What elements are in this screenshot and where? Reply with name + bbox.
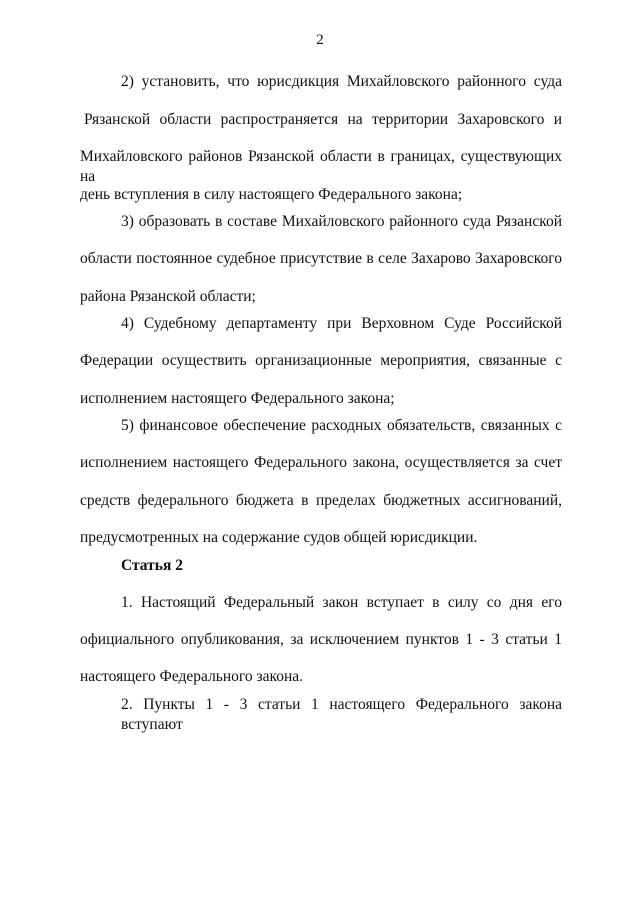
text-line: исполнением настоящего Федерального закона; bbox=[80, 390, 395, 407]
text-line: Рязанской области распространяется на территории Захаровского и bbox=[84, 111, 562, 128]
text-line: района Рязанской области; bbox=[80, 288, 256, 305]
article-heading: Статья 2 bbox=[121, 557, 183, 574]
text-line: области постоянное судебное присутствие в селе Захарово Захаровского bbox=[80, 250, 562, 267]
text-line: 2. Пункты 1 - 3 статьи 1 настоящего Федерального закона вступают bbox=[121, 696, 562, 733]
text-line: Михайловского районов Рязанской области в границах, существующих на bbox=[80, 148, 562, 185]
text-line: 2) установить, что юрисдикция Михайловского районного суда bbox=[121, 73, 562, 90]
text-line: настоящего Федерального закона. bbox=[80, 668, 304, 685]
text-line: предусмотренных на содержание судов общей юрисдикции. bbox=[80, 529, 478, 546]
text-line: 4) Судебному департаменту при Верховном Суде Российской bbox=[121, 315, 562, 332]
text-line: Федерации осуществить организационные мероприятия, связанные с bbox=[80, 352, 562, 369]
text-line: средств федерального бюджета в пределах бюджетных ассигнований, bbox=[80, 492, 562, 509]
text-line: 1. Настоящий Федеральный закон вступает в силу со дня его bbox=[121, 594, 562, 611]
text-line: исполнением настоящего Федерального закона, осуществляется за счет bbox=[80, 454, 562, 471]
page-number: 2 bbox=[316, 32, 324, 48]
text-line: 5) финансовое обеспечение расходных обязательств, связанных с bbox=[121, 417, 562, 434]
text-line: 3) образовать в составе Михайловского районного суда Рязанской bbox=[121, 213, 562, 230]
text-line: официального опубликования, за исключением пунктов 1 - 3 статьи 1 bbox=[80, 631, 562, 648]
text-line: день вступления в силу настоящего Федерального закона; bbox=[80, 186, 463, 203]
